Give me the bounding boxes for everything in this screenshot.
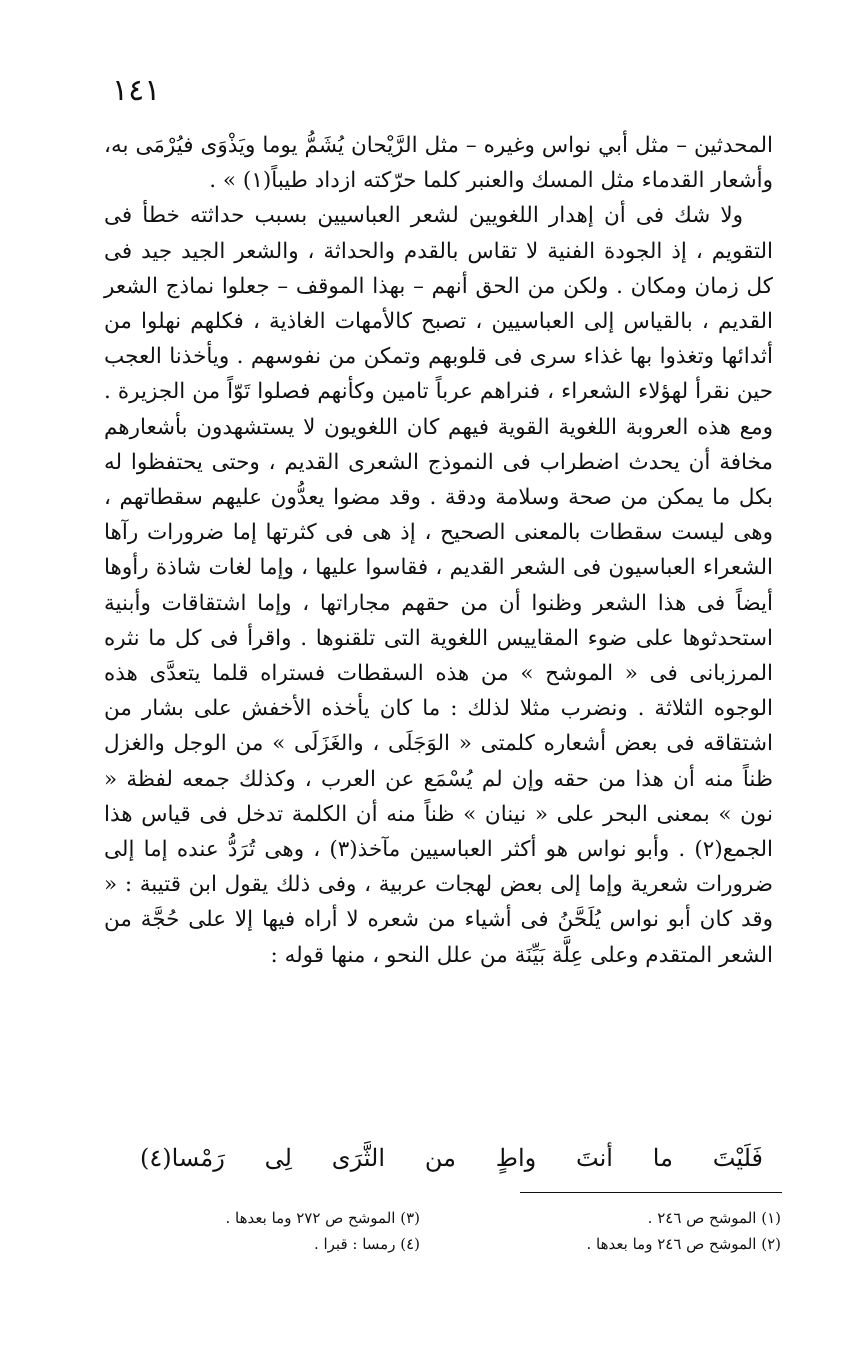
footnotes-column-right — [461, 1205, 781, 1257]
page-number: ١٤١ — [112, 73, 161, 108]
poetry-verse — [140, 1138, 763, 1178]
footnote: (٢) الموشح ص ٢٤٦ وما بعدها . — [586, 1235, 781, 1253]
verse-word: الثَّرَى — [331, 1144, 386, 1172]
verse-word: لِى — [264, 1144, 292, 1172]
verse-word: أنتَ — [576, 1144, 613, 1172]
footnote-divider — [520, 1192, 782, 1193]
footnote: (٣) الموشح ص ٢٧٢ وما بعدها . — [225, 1209, 420, 1227]
main-text — [104, 128, 773, 973]
paragraph-main: ولا شك فى أن إهدار اللغويين لشعر العباسيين بسبب حداثته خطأ فى التقويم ، إذ الجودة الفنية لا تقاس بالقدم والحداثة ، والشعر الجيد جيد فى كل زمان ومكان . ولكن من الحق أنهم – بهذا الموقف – جعلوا نماذج الشعر القديم ، بالقياس إلى العباسيين ، تصبح كالأمهات الغاذية ، فكلهم نهلوا من أثدائها وتغذوا بها غذاء سرى فى قلوبهم وتمكن من نفوسهم . ويأخذنا العجب حين نقرأ لهؤلاء الشعراء ، فنراهم عرباً تامين وكأنهم فصلوا تَوّاً من الجزيرة . ومع هذه العروبة اللغوية القوية فيهم كان اللغويون لا يستشهدون بأشعارهم مخافة أن يحدث اضطراب فى النموذج الشعرى القديم ، وحتى يحتفظوا له بكل ما يمكن من صحة وسلامة ودقة . وقد مضوا يعدُّون عليهم سقطاتهم ، وهى ليست سقطات بالمعنى الصحيح ، إذ هى فى كثرتها إما ضرورات رآها الشعراء العباسيون فى الشعر القديم ، فقاسوا عليها ، وإما لغات شاذة رأوها أيضاً فى هذا الشعر وظنوا أن من حقهم مجاراتها ، وإما اشتقاقات وأبنية استحدثوها على ضوء المقاييس اللغوية التى تلقنوها . واقرأ فى كل ما نثره المرزبانى فى « الموشح » من هذه السقطات فستراه قلما يتعدَّى هذه الوجوه الثلاثة . ونضرب مثلا لذلك : ما كان يأخذه الأخفش على بشار من اشتقاقه فى بعض أشعاره كلمتى « الوَجَلَى ، والغَزَلَى » من الوجل والغزل ظناً منه أن هذا من حقه وإن لم يُسْمَع عن العرب ، وكذلك جمعه لفظة « نون » بمعنى البحر على « نينان » ظناً منه أن الكلمة تدخل فى قياس هذا الجمع(٢) . وأبو نواس هو أكثر العباسيين مآخذ(٣) ، وهى تُرَدُّ عنده إما إلى ضرورات شعرية وإما إلى بعض لهجات عربية ، وفى ذلك يقول ابن قتيبة : « وقد كان أبو نواس يُلَحَّنُ فى أشياء من شعره لا أراه فيها إلا على حُجَّة من الشعر المتقدم وعلى عِلَّة بَيِّنَة من علل النحو ، منها قوله : — [104, 203, 773, 968]
verse-word: ما — [652, 1144, 673, 1172]
verse-word: واطٍ — [495, 1144, 537, 1172]
footnotes-column-left — [110, 1205, 420, 1257]
verse-word: فَلَيْتَ — [712, 1144, 763, 1172]
footnotes — [110, 1205, 781, 1257]
footnote: (١) الموشح ص ٢٤٦ . — [647, 1209, 781, 1227]
paragraph-continuation: المحدثين – مثل أبي نواس وغيره – مثل الرَّيْحان يُشَمُّ يوما ويَذْوَى فيُرْمَى به، وأشعار القدماء مثل المسك والعنبر كلما حرّكته ازداد طيباً(١) » . — [104, 133, 773, 194]
footnote: (٤) رمسا : قبرا . — [313, 1235, 420, 1253]
verse-word: رَمْسا(٤) — [140, 1144, 225, 1172]
verse-word: من — [424, 1144, 456, 1172]
